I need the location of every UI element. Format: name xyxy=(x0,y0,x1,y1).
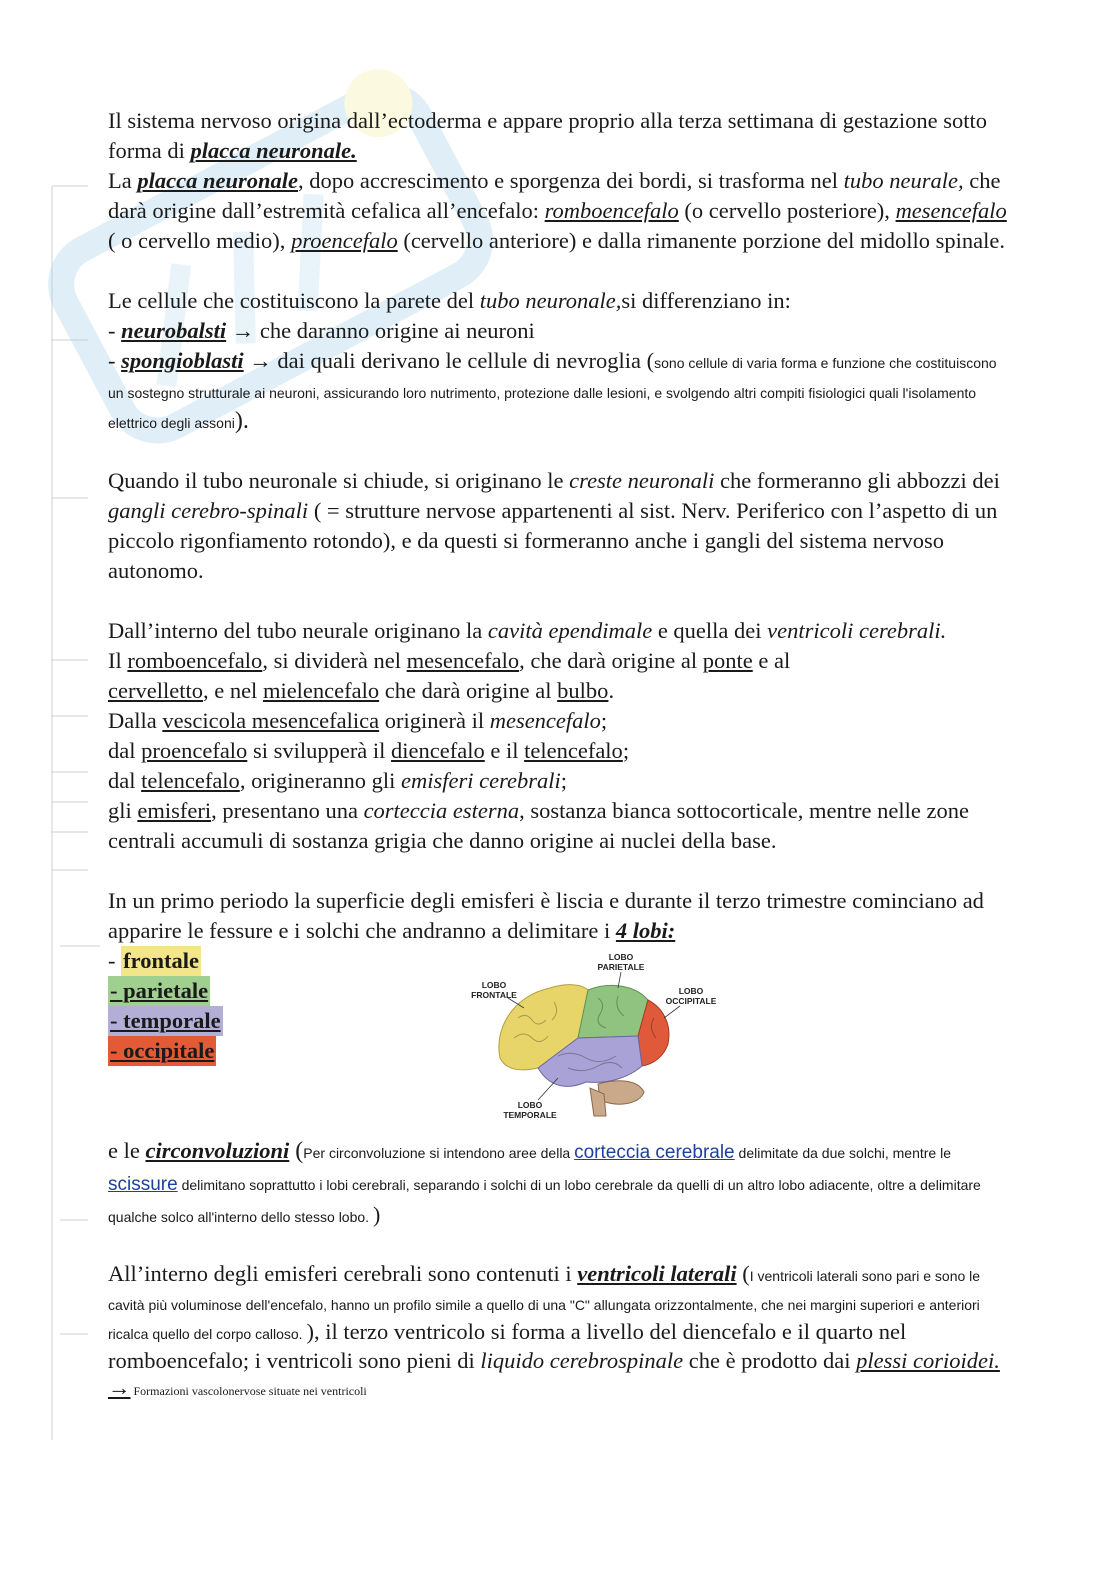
term-placca-neuronale: placca neuronale. xyxy=(190,138,357,163)
label-lobo-frontale-1: LOBO xyxy=(481,980,507,990)
label-lobo-occipitale-1: LOBO xyxy=(678,986,704,996)
paragraph-ventricoli-laterali: All’interno degli emisferi cerebrali sono contenuti i ventricoli laterali (I ventricoli laterali sono pari e sono le cavità più voluminose dell'encefalo, hanno un profilo simile a quello di una "C" allungata orizzontalmente, che nei margini superiori e anteriori ricalca quello del corpo calloso. ), il terzo ventricolo si forma a livello del diencefalo e il quarto nel romboencefalo; i ventricoli sono pieni di liquido cerebrospinale che è prodotto dai plessi corioidei. → Formazioni vascolonervose situate nei ventricoli xyxy=(108,1261,1000,1400)
document-body xyxy=(108,106,1008,1405)
lobo-temporale: - temporale xyxy=(108,1006,223,1036)
label-lobo-frontale-2: FRONTALE xyxy=(471,990,517,1000)
brain-lobes-diagram xyxy=(458,938,728,1128)
lobo-parietale: - parietale xyxy=(108,976,210,1006)
label-lobo-temporale-1: LOBO xyxy=(517,1100,543,1110)
label-lobo-parietale-2: PARIETALE xyxy=(597,962,645,972)
paragraph-differentiation: Le cellule che costituiscono la parete del tubo neuronale,si differenziano in: - neurobalsti → che daranno origine ai neuroni - spongioblasti → dai quali derivano le cellule di nevroglia (sono cellule di varia forma e funzione che costituiscono un sostegno strutturale ai neuroni, assicurando loro nutrimento, protezione dalle lesioni, e svolgendo altri compiti fisiologici quali l'isolamento elettrico degli assoni). xyxy=(108,288,997,434)
link-scissure[interactable]: scissure xyxy=(108,1174,178,1195)
paragraph-circonvoluzioni: e le circonvoluzioni (Per circonvoluzione si intendono aree della corteccia cerebrale delimitate da due solchi, mentre le scissure delimitano soprattutto i lobi cerebrali, separando i solchi di un lobo cerebrale da quelli di un altro lobo adiacente, oltre a delimitare qualche solco all'interno dello stesso lobo. ) xyxy=(108,1138,981,1227)
link-corteccia-cerebrale[interactable]: corteccia cerebrale xyxy=(574,1142,735,1163)
lobo-frontale: frontale xyxy=(121,946,201,976)
label-lobo-occipitale-2: OCCIPITALE xyxy=(665,996,717,1006)
paragraph-lobi: In un primo periodo la superficie degli emisferi è liscia e durante il terzo trimestre cominciano ad apparire le fessure e i solchi che andranno a delimitare i 4 lobi: xyxy=(108,888,984,943)
paragraph-creste: Quando il tubo neuronale si chiude, si originano le creste neuronali che formeranno gli abbozzi dei gangli cerebro-spinali ( = strutture nervose appartenenti al sist. Nerv. Periferico con l’aspetto di un piccolo rigonfiamento rotondo), e da questi si formeranno anche i gangli del sistema nervoso autonomo. xyxy=(108,468,1000,583)
lobo-occipitale: - occipitale xyxy=(108,1036,216,1066)
label-lobo-parietale-1: LOBO xyxy=(608,952,634,962)
paragraph-ventricoli: Dall’interno del tubo neurale originano la cavità ependimale e quella dei ventricoli cerebrali. Il romboencefalo, si dividerà nel mesencefalo, che darà origine al ponte e al cervelletto, e nel mielencefalo che darà origine al bulbo. Dalla vescicola mesencefalica originerà il mesencefalo; dal proencefalo si svilupperà il diencefalo e il telencefalo; dal telencefalo, origineranno gli emisferi cerebrali; gli emisferi, presentano una corteccia esterna, sostanza bianca sottocorticale, mentre nelle zone centrali accumuli di sostanza grigia che danno origine ai nuclei della base. xyxy=(108,618,969,853)
lobi-list: - frontale - parietale - temporale - occipitale LOBO PARIETALE LOBO FRONTALE LOBO OCCIPITALE LOBO TEMPORALE xyxy=(108,946,1008,1068)
label-lobo-temporale-2: TEMPORALE xyxy=(503,1110,557,1120)
paragraph-origin: Il sistema nervoso origina dall’ectoderma e appare proprio alla terza settimana di gestazione sotto forma di placca neuronale. La placca neuronale, dopo accrescimento e sporgenza dei bordi, si trasforma nel tubo neurale, che darà origine dall’estremità cefalica all’encefalo: romboencefalo (o cervello posteriore), mesencefalo ( o cervello medio), proencefalo (cervello anteriore) e dalla rimanente porzione del midollo spinale. xyxy=(108,108,1007,253)
